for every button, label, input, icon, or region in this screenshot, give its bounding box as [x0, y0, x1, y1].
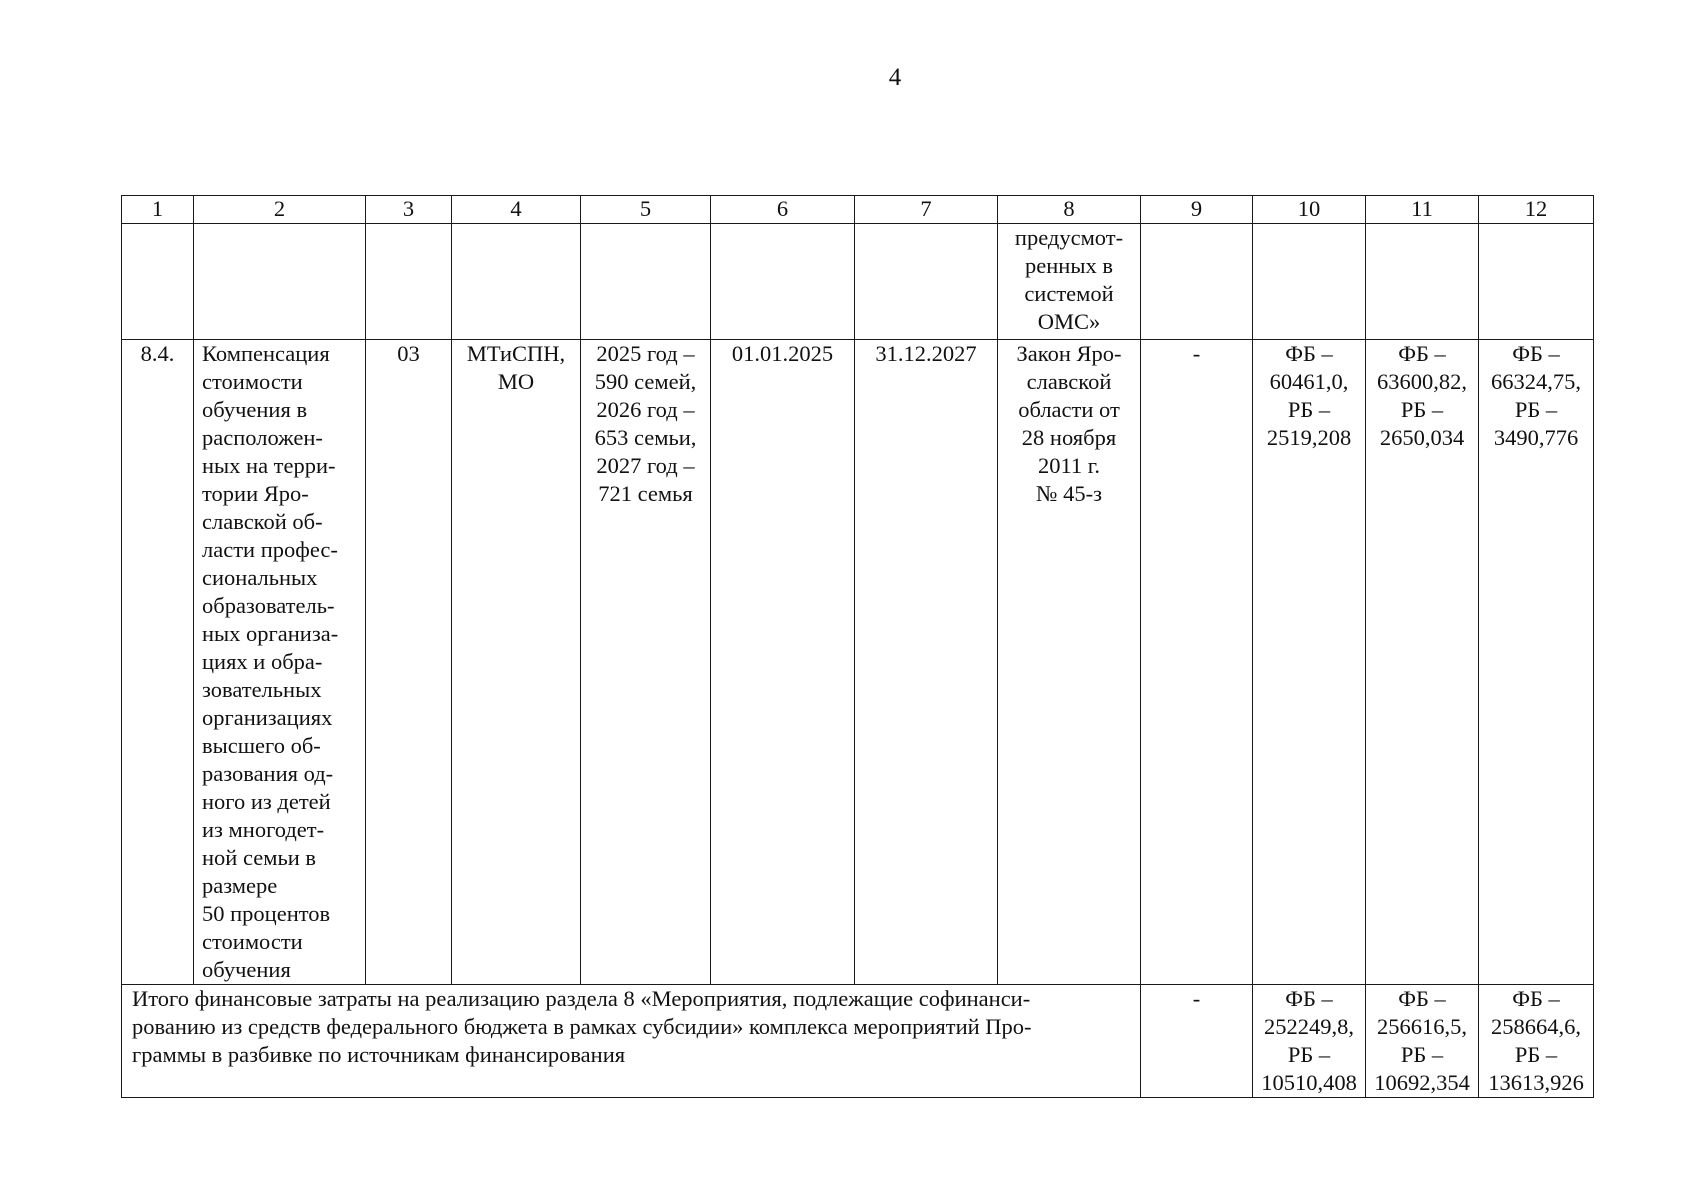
column-numbers-row [122, 196, 1594, 224]
column-number: 8 [998, 196, 1141, 224]
table-cell [581, 224, 711, 340]
start-date-cell: 01.01.2025 [711, 340, 855, 985]
code-cell: 03 [366, 340, 452, 985]
col9-cell: - [1141, 340, 1253, 985]
column-number: 10 [1253, 196, 1366, 224]
page-number: 4 [888, 64, 902, 91]
column-number: 7 [855, 196, 998, 224]
table-cell [366, 224, 452, 340]
total-row [122, 985, 1594, 1098]
table-cell [1366, 224, 1479, 340]
column-number: 12 [1479, 196, 1594, 224]
column-number: 5 [581, 196, 711, 224]
total-2026-cell: ФБ – 256616,5, РБ – 10692,354 [1366, 985, 1479, 1098]
table-cell [1479, 224, 1594, 340]
target-indicator-cell: 2025 год – 590 семей, 2026 год – 653 семьи, 2027 год – 721 семья [581, 340, 711, 985]
total-2025-cell: ФБ – 252249,8, РБ – 10510,408 [1253, 985, 1366, 1098]
total-col9-cell: - [1141, 985, 1253, 1098]
continuation-row [122, 224, 1594, 340]
funding-2025-cell: ФБ – 60461,0, РБ – 2519,208 [1253, 340, 1366, 985]
basis-continuation-cell: предусмот- ренных в системой ОМС» [998, 224, 1141, 340]
legal-basis-cell: Закон Яро- славской области от 28 ноября 2011 г. № 45-з [998, 340, 1141, 985]
table-cell [1253, 224, 1366, 340]
total-label-cell: Итого финансовые затраты на реализацию раздела 8 «Мероприятия, подлежащие софинанси- рованию из средств федерального бюджета в рамках субсидии» комплекса мероприятий Про- граммы в разбивке по источникам финансирования [122, 985, 1141, 1098]
executor-cell: МТиСПН, МО [452, 340, 581, 985]
funding-2026-cell: ФБ – 63600,82, РБ – 2650,034 [1366, 340, 1479, 985]
table-cell [855, 224, 998, 340]
table-cell [194, 224, 366, 340]
column-number: 2 [194, 196, 366, 224]
column-number: 3 [366, 196, 452, 224]
table-cell [1141, 224, 1253, 340]
end-date-cell: 31.12.2027 [855, 340, 998, 985]
total-2027-cell: ФБ – 258664,6, РБ – 13613,926 [1479, 985, 1594, 1098]
measure-row-8-4 [122, 340, 1594, 985]
table-cell [711, 224, 855, 340]
funding-2027-cell: ФБ – 66324,75, РБ – 3490,776 [1479, 340, 1594, 985]
column-number: 6 [711, 196, 855, 224]
measure-name-cell: Компенсация стоимости обучения в расположен- ных на терри- тории Яро- славской об- ласти профес- сиональных образователь- ных организа- циях и обра- зовательных организациях высшего об- разования од- ного из детей из многодет- ной семьи в размере 50 процентов стоимости обучения [194, 340, 366, 985]
column-number: 4 [452, 196, 581, 224]
table-cell [122, 224, 194, 340]
column-number: 9 [1141, 196, 1253, 224]
program-measures-table [121, 195, 1594, 1098]
column-number: 1 [122, 196, 194, 224]
row-number-cell: 8.4. [122, 340, 194, 985]
table-cell [452, 224, 581, 340]
column-number: 11 [1366, 196, 1479, 224]
